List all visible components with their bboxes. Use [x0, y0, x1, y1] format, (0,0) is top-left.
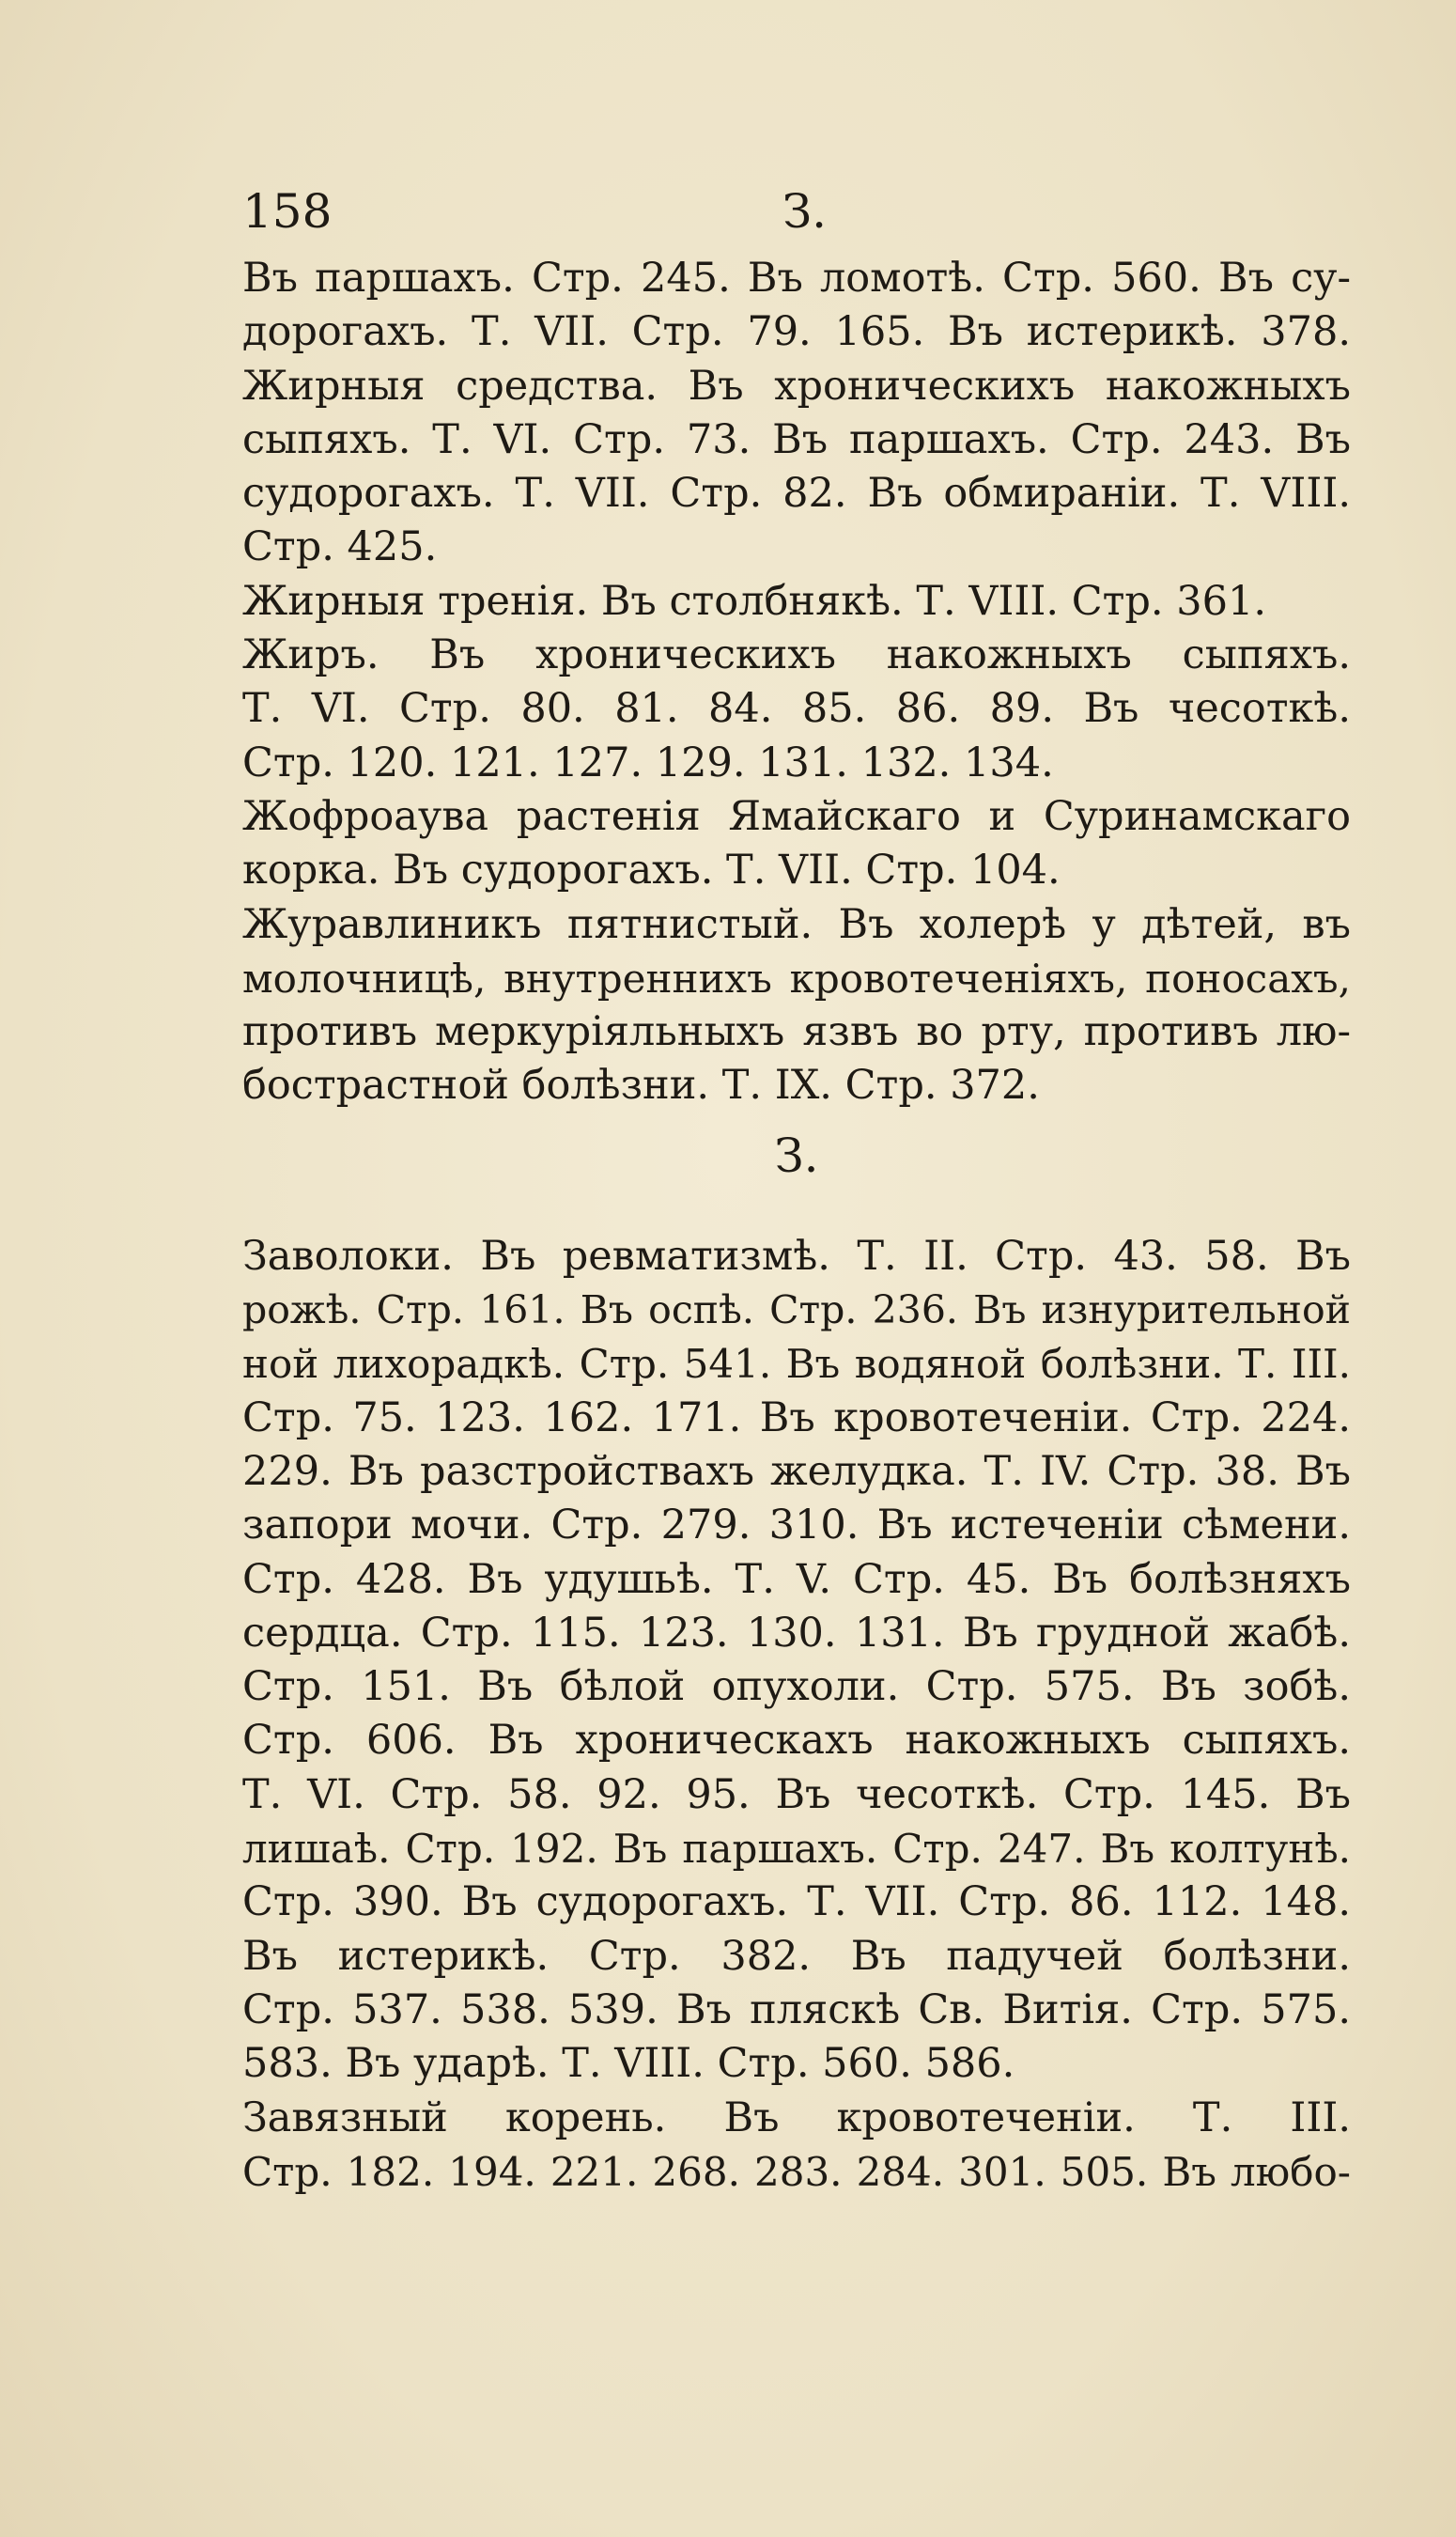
text-line: судорогахъ. Т. VII. Стр. 82. Въ обмираніи. Т. VIII. — [242, 470, 1351, 518]
page-number: 158 — [242, 184, 333, 239]
section-letter: З. — [774, 1128, 819, 1183]
text-line: молочницѣ, внутреннихъ кровотеченіяхъ, поносахъ, — [242, 955, 1351, 1002]
text-line: запори мочи. Стр. 279. 310. Въ истеченіи сѣмени. — [242, 1502, 1351, 1549]
text-line: 229. Въ разстройствахъ желудка. Т. IV. Стр. 38. Въ — [242, 1447, 1351, 1495]
text-line: Стр. 151. Въ бѣлой опухоли. Стр. 575. Въ зобѣ. — [242, 1663, 1351, 1711]
text-line: Стр. 428. Въ удушьѣ. Т. V. Стр. 45. Въ болѣзняхъ — [242, 1555, 1351, 1603]
text-line: противъ меркуріяльныхъ язвъ во рту, противъ лю- — [242, 1008, 1351, 1056]
text-line: Стр. 537. 538. 539. Въ пляскѣ Св. Витія. Стр. 575. — [242, 1985, 1351, 2033]
text-line: ной лихорадкѣ. Стр. 541. Въ водяной болѣзни. Т. III. — [242, 1341, 1351, 1388]
text-line: Въ паршахъ. Стр. 245. Въ ломотѣ. Стр. 560. Въ су- — [242, 255, 1351, 302]
index-text — [242, 252, 1351, 2199]
text-line: сердца. Стр. 115. 123. 130. 131. Въ грудной жабѣ. — [242, 1609, 1351, 1657]
entry-heading-line: Завязный корень. Въ кровотеченіи. Т. III. — [242, 2093, 1351, 2141]
text-line: Т. VI. Стр. 80. 81. 84. 85. 86. 89. Въ чесоткѣ. — [242, 685, 1351, 733]
text-line: рожѣ. Стр. 161. Въ оспѣ. Стр. 236. Въ изнурительной — [242, 1287, 1351, 1333]
running-head: З. — [782, 184, 828, 239]
entry-heading-line: Жирныя средства. Въ хроническихъ накожныхъ — [242, 362, 1351, 410]
page-header — [242, 183, 1351, 240]
entry-heading-line: Жиръ. Въ хроническихъ накожныхъ сыпяхъ. — [242, 631, 1351, 679]
text-line: 583. Въ ударѣ. Т. VIII. Стр. 560. 586. — [242, 2040, 1015, 2088]
entry-heading-line: Заволоки. Въ ревматизмѣ. Т. II. Стр. 43. 58. Въ — [242, 1232, 1351, 1280]
text-line: Т. VI. Стр. 58. 92. 95. Въ чесоткѣ. Стр. 145. Въ — [242, 1770, 1351, 1818]
text-line: Стр. 120. 121. 127. 129. 131. 132. 134. — [242, 739, 1054, 786]
text-line: дорогахъ. Т. VII. Стр. 79. 165. Въ истерикѣ. 378. — [242, 308, 1351, 356]
text-line: Въ истерикѣ. Стр. 382. Въ падучей болѣзни. — [242, 1932, 1351, 1980]
entry-heading-line: Жофроаува растенія Ямайскаго и Суринамскаго — [242, 792, 1351, 840]
text-line: бострастной болѣзни. Т. IX. Стр. 372. — [242, 1062, 1040, 1110]
entry-heading-line: Жирныя тренія. Въ столбнякѣ. Т. VIII. Стр. 361. — [242, 577, 1266, 625]
text-line: корка. Въ судорогахъ. Т. VII. Стр. 104. — [242, 847, 1061, 895]
entry-heading-line: Журавлиникъ пятнистый. Въ холерѣ у дѣтей, въ — [242, 900, 1351, 948]
text-line: Стр. 75. 123. 162. 171. Въ кровотеченіи. Стр. 224. — [242, 1393, 1351, 1441]
text-line: Стр. 606. Въ хроническахъ накожныхъ сыпяхъ. — [242, 1717, 1351, 1765]
text-line: сыпяхъ. Т. VI. Стр. 73. Въ паршахъ. Стр. 243. Въ — [242, 415, 1351, 463]
text-line: Стр. 182. 194. 221. 268. 283. 284. 301. 505. Въ любо- — [242, 2148, 1351, 2195]
text-line: лишаѣ. Стр. 192. Въ паршахъ. Стр. 247. Въ колтунѣ. — [242, 1826, 1351, 1873]
text-line: Стр. 425. — [242, 523, 438, 571]
text-line: Стр. 390. Въ судорогахъ. Т. VII. Стр. 86. 112. 148. — [242, 1878, 1351, 1926]
